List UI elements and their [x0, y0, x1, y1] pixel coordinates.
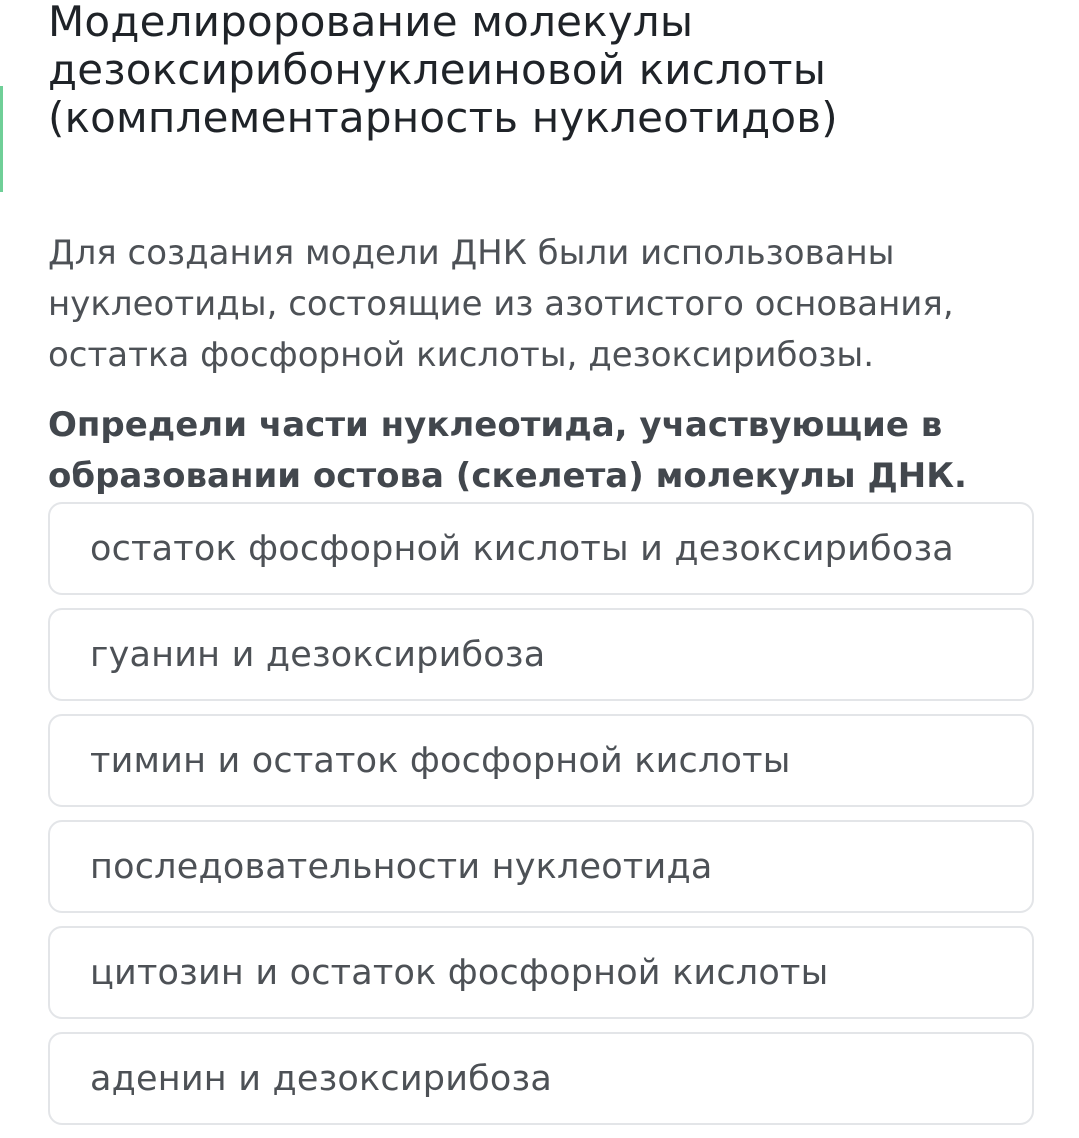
answer-option-label: остаток фосфорной кислоты и дезоксирибоза [90, 528, 954, 569]
left-accent-bar [0, 86, 3, 192]
answer-options-list [48, 502, 1034, 1138]
intro-line: Для создания модели ДНК были использованы [48, 233, 895, 273]
intro-line: нуклеотиды, состоящие из азотистого основания, [48, 284, 954, 324]
answer-option[interactable] [48, 502, 1034, 595]
task-title-line: дезоксирибонуклеиновой кислоты [48, 45, 827, 94]
task-title [48, 0, 1048, 142]
question-line: Определи части нуклеотида, участвующие в [48, 405, 943, 445]
answer-option-label: тимин и остаток фосфорной кислоты [90, 740, 791, 781]
answer-option-label: аденин и дезоксирибоза [90, 1058, 552, 1099]
answer-option-label: гуанин и дезоксирибоза [90, 634, 546, 675]
answer-option[interactable] [48, 820, 1034, 913]
answer-option[interactable] [48, 1032, 1034, 1125]
task-intro-text [48, 228, 1048, 381]
answer-option-label: последовательности нуклеотида [90, 846, 713, 887]
task-title-line: Моделирорование молекулы [48, 0, 694, 46]
answer-option[interactable] [48, 714, 1034, 807]
answer-option[interactable] [48, 608, 1034, 701]
task-title-line: (комплементарность нуклеотидов) [48, 93, 838, 142]
answer-option-label: цитозин и остаток фосфорной кислоты [90, 952, 829, 993]
answer-option[interactable] [48, 926, 1034, 1019]
task-question [48, 400, 1048, 502]
intro-line: остатка фосфорной кислоты, дезоксирибозы. [48, 335, 875, 375]
question-line: образовании остова (скелета) молекулы ДНК. [48, 456, 967, 496]
